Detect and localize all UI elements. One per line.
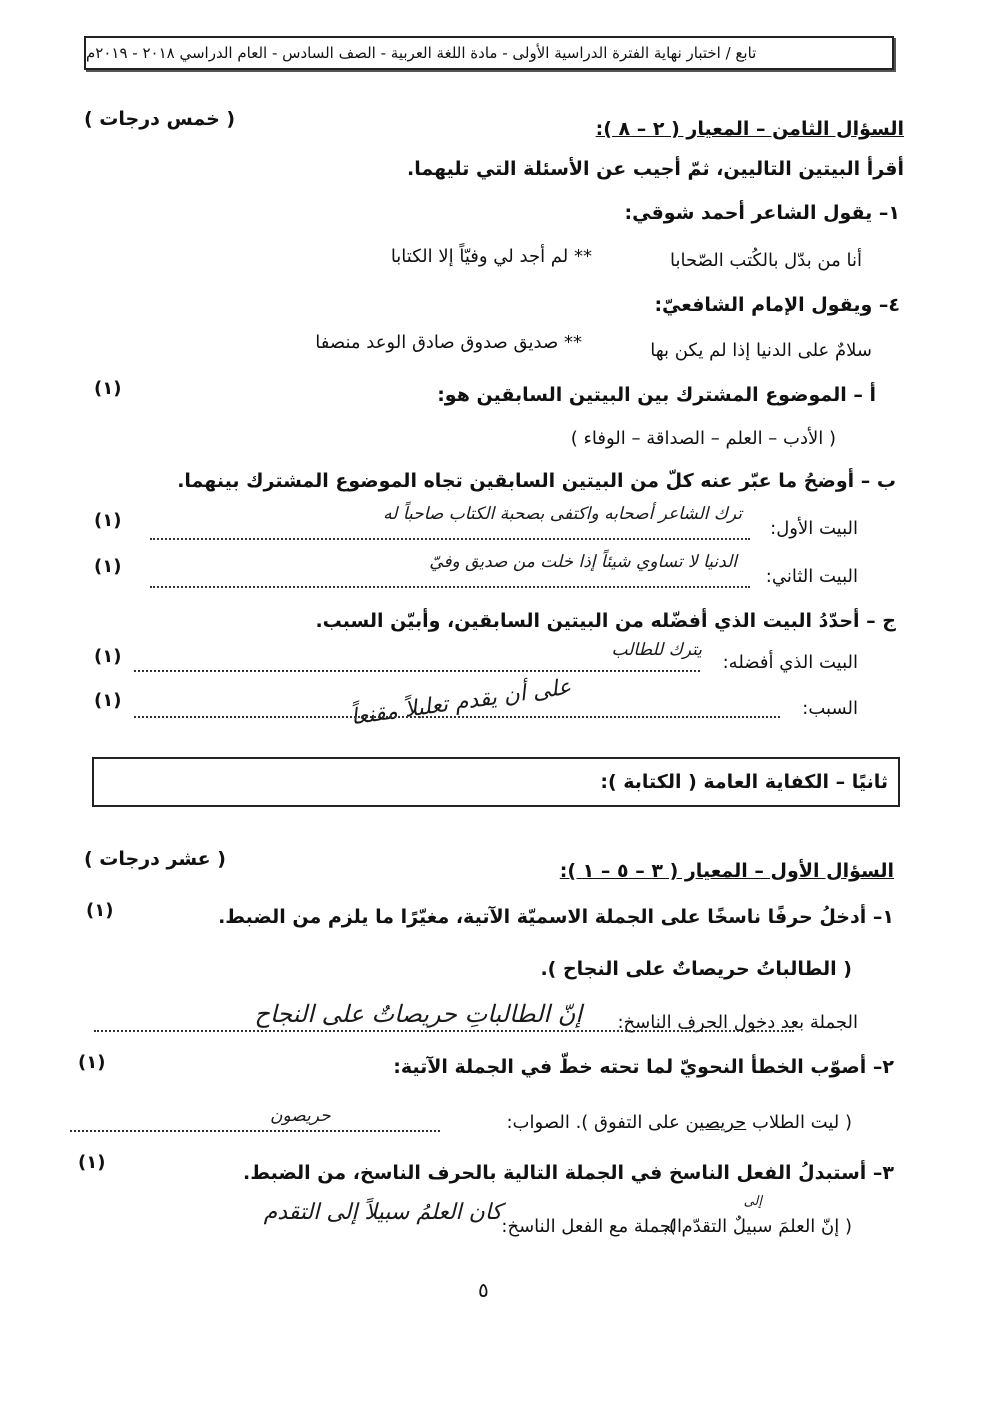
b-line1-dotted-line	[150, 538, 750, 540]
q8-score: ( خمس درجات )	[84, 108, 236, 130]
w1-item3-mark: (١)	[78, 1152, 106, 1173]
section2-header-box	[92, 757, 900, 807]
w1-item2-question: ٢– أصوّب الخطأ النحويّ لما تحته خطّ في الجملة الآتية:	[393, 1056, 894, 1078]
w1-title: السؤال الأول – المعيار ( ٣ – ٥ – ١ ):	[559, 860, 894, 882]
c-line1-dotted-line	[134, 670, 700, 672]
page-number: ٥	[478, 1278, 489, 1302]
w1-item2-sentence-underlined: حريصين	[685, 1112, 747, 1133]
b-line1-label: البيت الأول:	[770, 518, 858, 539]
section2-title: ثانيًا – الكفاية العامة ( الكتابة ):	[600, 771, 888, 793]
w1-item1-handwritten-answer: إنّ الطالباتِ حريصاتٌ على النجاح	[254, 1000, 582, 1028]
w1-item1-mark: (١)	[86, 900, 114, 921]
w1-score: ( عشر درجات )	[84, 848, 226, 870]
w1-item2-mark: (١)	[78, 1052, 106, 1073]
w1-item2-sentence-pre: ( ليت الطلاب	[746, 1112, 852, 1133]
w1-item3-question: ٣– أستبدلُ الفعل الناسخ في الجملة التالية بالحرف الناسخ، من الضبط.	[243, 1162, 894, 1184]
verse2-second-half: ** صديق صدوق صادق الوعد منصفا	[315, 332, 582, 353]
b-line1-mark: (١)	[94, 510, 122, 531]
b-line2-dotted-line	[150, 586, 750, 588]
w1-item1-sentence: ( الطالباتُ حريصاتٌ على النجاح ).	[540, 958, 852, 980]
w1-item2-sentence-post: على التفوق ). الصواب:	[506, 1112, 686, 1133]
b-line2-label: البيت الثاني:	[765, 566, 858, 587]
header-text: تابع / اختبار نهاية الفترة الدراسية الأولى - مادة اللغة العربية - الصف السادس - العام الدراسي ٢٠١٨ - ٢٠١٩م	[86, 44, 757, 62]
b-line1-handwritten-answer: ترك الشاعر أصحابه واكتفى بصحبة الكتاب صاحباً له	[383, 504, 742, 524]
w1-item3-label: الجملة مع الفعل الناسخ:	[501, 1216, 682, 1237]
w1-item1-label: الجملة بعد دخول الحرف الناسخ:	[617, 1012, 858, 1033]
w1-item2-sentence	[506, 1112, 852, 1133]
b-line2-handwritten-answer: الدنيا لا تساوي شيئاً إذا خلت من صديق وفيّ	[429, 552, 737, 572]
q8-item1-label: ١– يقول الشاعر أحمد شوقي:	[624, 202, 900, 224]
c-line1-label: البيت الذي أفضله:	[722, 652, 858, 673]
q8-a-question: أ – الموضوع المشترك بين البيتين السابقين هو:	[437, 384, 876, 406]
verse1-first-half: أنا من بدّل بالكُتب الصّحابا	[670, 250, 862, 271]
w1-item2-dotted-line	[70, 1130, 440, 1132]
c-line2-handwritten-answer: على أن يقدم تعليلاً مقنعاً	[349, 674, 573, 731]
w1-item2-handwritten-answer: حريصون	[270, 1106, 331, 1126]
w1-item3-sentence: ( إنّ العلمَ سبيلٌ التقدّم ).	[663, 1216, 852, 1237]
b-line2-mark: (١)	[94, 556, 122, 577]
q8-options: ( الأدب – العلم – الصداقة – الوفاء )	[570, 428, 836, 449]
c-line2-label: السبب:	[802, 698, 858, 719]
c-line2-dotted-line	[134, 716, 780, 718]
c-line1-handwritten-answer: يترك للطالب	[611, 640, 702, 660]
w1-item3-inserted-word: إلى	[743, 1194, 762, 1209]
w1-item3-handwritten-answer: كان العلمُ سبيلاً إلى التقدم	[263, 1200, 502, 1225]
c-line1-mark: (١)	[94, 646, 122, 667]
q8-instruction: أقرأ البيتين التاليين، ثمّ أجيب عن الأسئلة التي تليهما.	[407, 158, 904, 180]
verse2-first-half: سلامٌ على الدنيا إذا لم يكن بها	[650, 340, 872, 361]
verse1-second-half: ** لم أجد لي وفيّاً إلا الكتابا	[390, 246, 592, 267]
q8-b-question: ب – أوضحُ ما عبّر عنه كلّ من البيتين السابقين تجاه الموضوع المشترك بينهما.	[177, 470, 896, 492]
w1-item1-question: ١– أدخلُ حرفًا ناسخًا على الجملة الاسميّة الآتية، مغيّرًا ما يلزم من الضبط.	[218, 906, 894, 928]
c-line2-mark: (١)	[94, 690, 122, 711]
q8-c-question: ج – أحدّدُ البيت الذي أفضّله من البيتين السابقين، وأبيّن السبب.	[315, 610, 896, 632]
q8-item2-label: ٤– ويقول الإمام الشافعيّ:	[654, 294, 900, 316]
w1-item1-dotted-line	[94, 1030, 794, 1032]
page-header	[84, 36, 894, 70]
q8-title: السؤال الثامن – المعيار ( ٢ – ٨ ):	[595, 118, 904, 140]
q8-a-mark: (١)	[94, 378, 122, 399]
